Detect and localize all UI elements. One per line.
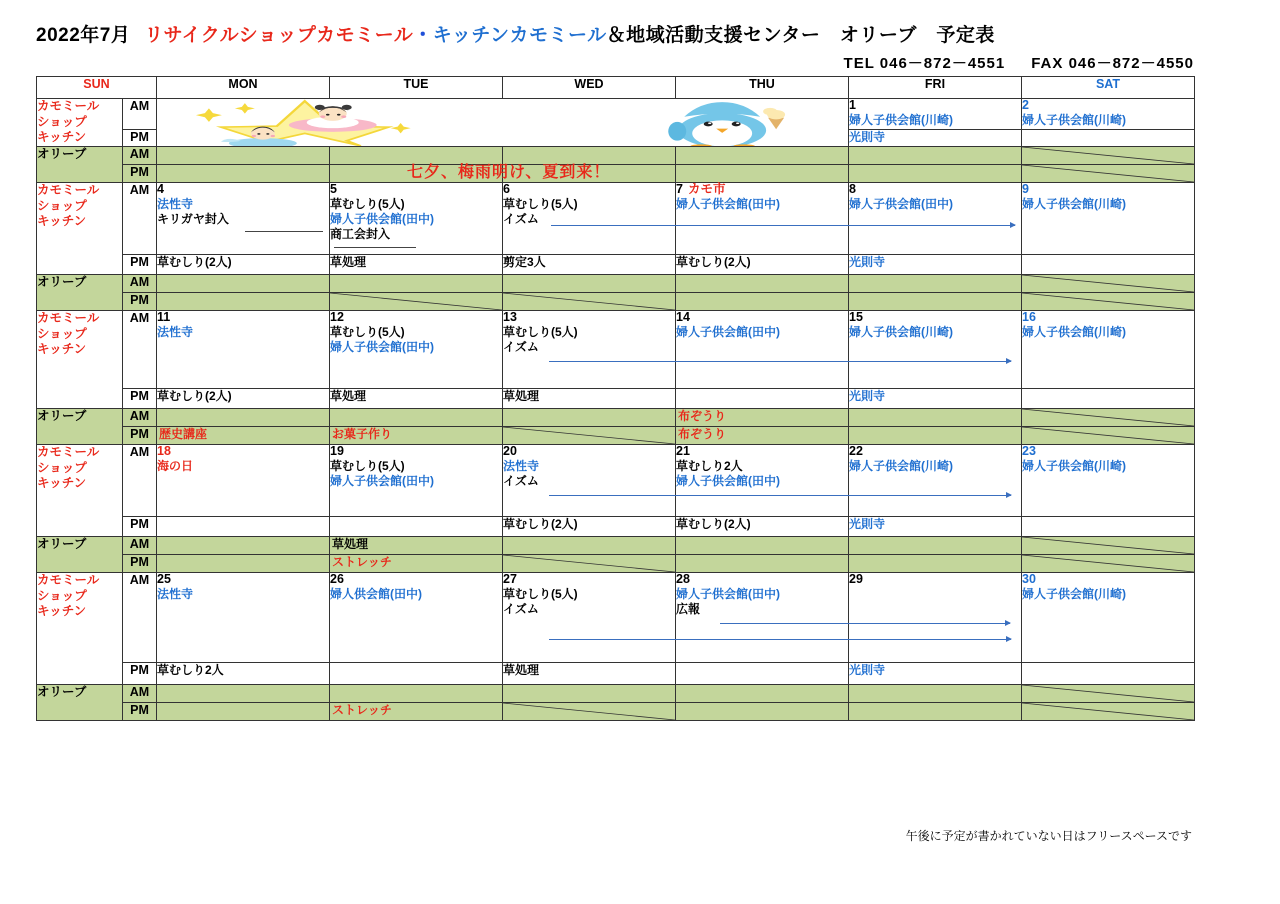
olive-cell: [330, 536, 503, 554]
day-cell-26-pm: [330, 662, 503, 684]
entry: 法性寺: [503, 458, 540, 473]
olive-cell: [849, 426, 1022, 444]
week3-am-row: [37, 310, 1195, 388]
day-cell-21-pm: [676, 516, 849, 536]
entry: 草処理: [503, 388, 540, 403]
day-cell-11-am: [157, 310, 330, 388]
day-cell-2-pm: [1022, 130, 1195, 147]
entry: 草むしり(2人): [503, 516, 578, 531]
day-number-29: 29: [849, 571, 863, 586]
day-cell-28-am: [676, 572, 849, 662]
tel-number: 046－872－4551: [879, 55, 1006, 72]
fax-label: FAX: [1031, 55, 1064, 72]
olive-cell: [503, 408, 676, 426]
row-label-olive-2: オリーブ: [37, 274, 123, 310]
entry: 光則寺: [849, 388, 886, 403]
olive-cell: [676, 702, 849, 720]
day-cell-15-pm: [849, 388, 1022, 408]
olive-entry: ストレッチ: [332, 554, 392, 569]
row-ampm-am-olive-2: AM: [123, 274, 157, 292]
olive-cell-blocked: [1022, 274, 1195, 292]
olive-cell: [330, 684, 503, 702]
row-ampm-am-3: AM: [123, 310, 157, 388]
entry: 草むしり(5人): [330, 324, 405, 339]
row-ampm-am-olive-4: AM: [123, 536, 157, 554]
day-number-28: 28: [676, 571, 690, 586]
olive-cell: [676, 684, 849, 702]
olive-entry: 布ぞうり: [678, 426, 727, 441]
row-label-olive-5: オリーブ: [37, 684, 123, 720]
olive-entry: 歴史講座: [159, 426, 208, 441]
entry: 草むしり2人: [676, 458, 743, 473]
entry: 婦人子供会館(川崎): [1022, 196, 1126, 211]
entry: 婦人子供会館(田中): [330, 473, 434, 488]
day-number-27: 27: [503, 571, 517, 586]
olive-cell-blocked: [503, 554, 676, 572]
day-number-13: 13: [503, 309, 517, 324]
day-cell-15-am: [849, 310, 1022, 388]
col-header-fri: FRI: [849, 77, 1022, 99]
calendar-table: [36, 76, 1195, 721]
olive-cell: [330, 408, 503, 426]
entry: 婦人子供会館(田中): [676, 473, 780, 488]
olive-cell-blocked: [503, 702, 676, 720]
contact-info: [844, 52, 1194, 73]
day-cell-7-am: [676, 182, 849, 254]
week2-am-row: [37, 182, 1195, 254]
entry: 法性寺: [157, 196, 194, 211]
row-ampm-am-1: AM: [123, 99, 157, 130]
day-cell-11-pm: [157, 388, 330, 408]
day-number-4: 4: [157, 181, 164, 196]
entry: イズム: [503, 211, 539, 226]
entry: 婦人子供会館(田中): [676, 196, 780, 211]
row-ampm-am-olive-3: AM: [123, 408, 157, 426]
olive-cell: [157, 292, 330, 310]
row-label-olive-4: オリーブ: [37, 536, 123, 572]
row-ampm-am-5: AM: [123, 572, 157, 662]
entry: イズム: [503, 473, 539, 488]
col-header-thu: THU: [676, 77, 849, 99]
olive-cell: [330, 274, 503, 292]
banner-cell: [157, 99, 849, 181]
day-cell-20-pm: [503, 516, 676, 536]
entry: 草むしり(5人): [503, 586, 578, 601]
entry: 法性寺: [157, 586, 194, 601]
day-cell-19-am: [330, 444, 503, 516]
day-number-12: 12: [330, 309, 344, 324]
day-cell-14-pm: [676, 388, 849, 408]
week5-olive-pm: [37, 702, 1195, 720]
title-suffix: 予定表: [916, 25, 995, 46]
olive-cell: [676, 426, 849, 444]
day-number-5: 5: [330, 181, 337, 196]
olive-cell: [849, 554, 1022, 572]
olive-cell-blocked: [1022, 164, 1195, 182]
entry: キリガヤ封入: [157, 211, 229, 226]
entry: 草処理: [330, 388, 367, 403]
day-cell-18-pm: [157, 516, 330, 536]
day-cell-18-am: [157, 444, 330, 516]
olive-cell: [157, 684, 330, 702]
day-number-22: 22: [849, 443, 863, 458]
col-header-wed: WED: [503, 77, 676, 99]
day-number-8: 8: [849, 181, 856, 196]
day-number-2: 2: [1022, 98, 1029, 112]
week4-pm-row: [37, 516, 1195, 536]
day-number-1: 1: [849, 98, 856, 112]
day-number-11: 11: [157, 309, 171, 324]
day-cell-13-am: [503, 310, 676, 388]
day-number-23: 23: [1022, 443, 1036, 458]
day-cell-2-am: [1022, 99, 1195, 130]
olive-cell: [503, 684, 676, 702]
day-number-7: 7 カモ市: [676, 181, 726, 196]
title-kitchen: キッチンカモミール: [432, 25, 607, 46]
entry: 商工会封入: [330, 226, 391, 241]
day-number-9: 9: [1022, 181, 1029, 196]
row-ampm-pm-3: PM: [123, 388, 157, 408]
olive-cell: [676, 408, 849, 426]
olive-entry: ストレッチ: [332, 702, 392, 717]
day-number-16: 16: [1022, 309, 1036, 324]
entry: イズム: [503, 339, 539, 354]
entry: 草むしり(2人): [676, 254, 751, 269]
week1-olive-am: [37, 146, 1195, 164]
week5-pm-row: [37, 662, 1195, 684]
entry: 海の日: [157, 458, 194, 473]
entry: 法性寺: [157, 324, 194, 339]
title-month: 2022年7月: [36, 25, 131, 46]
week1-am-row: [37, 99, 1195, 130]
olive-cell: [849, 292, 1022, 310]
row-ampm-pm-2: PM: [123, 254, 157, 274]
col-header-mon: MON: [157, 77, 330, 99]
tel-label: TEL: [843, 55, 875, 72]
week4-olive-pm: [37, 554, 1195, 572]
day-cell-26-am: [330, 572, 503, 662]
entry: 婦人子供会館(川崎): [1022, 586, 1126, 601]
day-cell-21-am: [676, 444, 849, 516]
olive-cell-blocked: [1022, 426, 1195, 444]
day-number-25: 25: [157, 571, 171, 586]
week1-olive-pm: [37, 164, 1195, 182]
day-number-19: 19: [330, 443, 344, 458]
day-cell-4-am: [157, 182, 330, 254]
olive-cell: [849, 408, 1022, 426]
day-cell-22-pm: [849, 516, 1022, 536]
day-cell-27-am: [503, 572, 676, 662]
entry: 婦人子供会館(田中): [330, 339, 434, 354]
entry: 草むしり(5人): [330, 458, 405, 473]
row-ampm-pm-1: PM: [123, 130, 157, 147]
week2-olive-pm: [37, 292, 1195, 310]
day-cell-5-am: [330, 182, 503, 254]
day-cell-4-pm: [157, 254, 330, 274]
day-cell-6-am: [503, 182, 676, 254]
entry: 草むしり(2人): [157, 254, 232, 269]
day-cell-22-am: [849, 444, 1022, 516]
olive-cell: [849, 702, 1022, 720]
day-cell-30-pm: [1022, 662, 1195, 684]
entry: 婦人子供会館(田中): [676, 324, 780, 339]
row-ampm-am-2: AM: [123, 182, 157, 254]
day-cell-28-pm: [676, 662, 849, 684]
olive-cell-blocked: [330, 292, 503, 310]
day-cell-16-am: [1022, 310, 1195, 388]
day-number-15: 15: [849, 309, 863, 324]
page-title: [36, 20, 995, 47]
olive-cell-blocked: [1022, 536, 1195, 554]
entry: 光則寺: [849, 662, 886, 677]
row-ampm-pm-olive-2: PM: [123, 292, 157, 310]
olive-cell-blocked: [1022, 554, 1195, 572]
entry: 婦人子供会館(川崎): [849, 324, 953, 339]
week2-pm-row: [37, 254, 1195, 274]
row-ampm-am-olive-5: AM: [123, 684, 157, 702]
week5-olive-am: [37, 684, 1195, 702]
row-ampm-pm-olive-1: PM: [123, 164, 157, 182]
day-cell-9-am: [1022, 182, 1195, 254]
olive-entry: 布ぞうり: [678, 408, 727, 423]
day-cell-9-pm: [1022, 254, 1195, 274]
olive-cell: [330, 554, 503, 572]
olive-cell: [503, 274, 676, 292]
day-cell-5-pm: [330, 254, 503, 274]
entry: 光則寺: [849, 130, 886, 145]
olive-cell: [676, 292, 849, 310]
day-cell-14-am: [676, 310, 849, 388]
entry: 草むしり(5人): [503, 324, 578, 339]
week3-pm-row: [37, 388, 1195, 408]
entry: 光則寺: [849, 516, 886, 531]
row-label-shop-1: カモミール ショップ キッチン: [37, 99, 123, 147]
col-header-sun: SUN: [37, 77, 157, 99]
day-number-26: 26: [330, 571, 344, 586]
day-cell-23-am: [1022, 444, 1195, 516]
day-cell-30-am: [1022, 572, 1195, 662]
entry: 婦人子供会館(川崎): [849, 112, 953, 127]
table-header-row: [37, 77, 1195, 99]
day-cell-25-pm: [157, 662, 330, 684]
week5-am-row: [37, 572, 1195, 662]
olive-cell: [849, 536, 1022, 554]
row-ampm-am-olive-1: AM: [123, 146, 157, 164]
entry: 光則寺: [849, 254, 886, 269]
entry: 婦人子供会館(川崎): [849, 458, 953, 473]
title-separator: ・: [413, 25, 433, 46]
entry: 婦人子供会館(川崎): [1022, 324, 1126, 339]
day-cell-12-am: [330, 310, 503, 388]
day-cell-7-pm: [676, 254, 849, 274]
week4-olive-am: [37, 536, 1195, 554]
footnote: 午後に予定が書かれていない日はフリースペースです: [905, 829, 1192, 843]
day-number-18: 18: [157, 443, 171, 458]
olive-cell: [676, 536, 849, 554]
olive-cell: [330, 702, 503, 720]
day-event-label: カモ市: [687, 181, 726, 196]
day-cell-12-pm: [330, 388, 503, 408]
olive-cell: [157, 536, 330, 554]
olive-cell: [157, 426, 330, 444]
title-shop: リサイクルショップカモミール: [144, 25, 414, 46]
day-cell-27-pm: [503, 662, 676, 684]
olive-cell-blocked: [1022, 292, 1195, 310]
entry: 婦人供会館(田中): [330, 586, 422, 601]
row-label-olive-3: オリーブ: [37, 408, 123, 444]
col-header-tue: TUE: [330, 77, 503, 99]
olive-cell: [157, 702, 330, 720]
day-cell-20-am: [503, 444, 676, 516]
entry: 草むしり(5人): [503, 196, 578, 211]
day-cell-19-pm: [330, 516, 503, 536]
olive-cell: [157, 164, 330, 182]
olive-cell: [849, 274, 1022, 292]
row-ampm-pm-olive-3: PM: [123, 426, 157, 444]
olive-cell: [503, 536, 676, 554]
day-number-20: 20: [503, 443, 517, 458]
olive-cell: [676, 554, 849, 572]
olive-cell: [330, 426, 503, 444]
entry: 草むしり2人: [157, 662, 224, 677]
row-ampm-am-4: AM: [123, 444, 157, 516]
day-cell-1-am: [849, 99, 1022, 130]
day-cell-13-pm: [503, 388, 676, 408]
entry: 婦人子供会館(川崎): [1022, 458, 1126, 473]
entry: 草むしり(2人): [676, 516, 751, 531]
entry: 草処理: [330, 254, 367, 269]
entry: 婦人子供会館(田中): [849, 196, 953, 211]
day-number-14: 14: [676, 309, 690, 324]
olive-cell: [849, 146, 1022, 164]
day-cell-29-pm: [849, 662, 1022, 684]
olive-cell: [157, 274, 330, 292]
day-number-30: 30: [1022, 571, 1036, 586]
week3-olive-am: [37, 408, 1195, 426]
row-label-shop-2: カモミール ショップ キッチン: [37, 182, 123, 274]
day-cell-29-am: [849, 572, 1022, 662]
day-cell-25-am: [157, 572, 330, 662]
row-ampm-pm-4: PM: [123, 516, 157, 536]
olive-cell-blocked: [503, 426, 676, 444]
row-label-shop-3: カモミール ショップ キッチン: [37, 310, 123, 408]
row-label-shop-4: カモミール ショップ キッチン: [37, 444, 123, 536]
olive-cell: [157, 554, 330, 572]
day-number-6: 6: [503, 181, 510, 196]
title-center: ＆地域活動支援センター オリーブ: [606, 25, 917, 46]
entry-underline: [334, 247, 416, 248]
olive-cell: [676, 274, 849, 292]
row-ampm-pm-olive-4: PM: [123, 554, 157, 572]
day-cell-8-am: [849, 182, 1022, 254]
olive-cell-blocked: [1022, 146, 1195, 164]
olive-cell: [157, 146, 330, 164]
olive-cell-blocked: [1022, 684, 1195, 702]
col-header-sat: SAT: [1022, 77, 1195, 99]
entry: 草処理: [503, 662, 540, 677]
olive-cell: [157, 408, 330, 426]
entry: 婦人子供会館(川崎): [1022, 112, 1126, 127]
banner-message: 七夕、梅雨明け、夏到来！: [407, 164, 611, 181]
olive-cell: [849, 164, 1022, 182]
olive-entry: お菓子作り: [332, 426, 393, 441]
olive-cell-blocked: [1022, 702, 1195, 720]
day-number-21: 21: [676, 443, 690, 458]
row-label-shop-5: カモミール ショップ キッチン: [37, 572, 123, 684]
entry: イズム: [503, 601, 539, 616]
row-ampm-pm-5: PM: [123, 662, 157, 684]
olive-cell-blocked: [503, 292, 676, 310]
week3-olive-pm: [37, 426, 1195, 444]
entry: 広報: [676, 601, 701, 616]
decorative-artwork: [157, 99, 848, 146]
entry: 草むしり(2人): [157, 388, 232, 403]
day-cell-8-pm: [849, 254, 1022, 274]
olive-cell: [676, 146, 849, 164]
olive-cell: [676, 164, 849, 182]
olive-cell: [849, 684, 1022, 702]
olive-entry: 草処理: [332, 536, 369, 551]
week2-olive-am: [37, 274, 1195, 292]
entry-underline: [245, 231, 323, 232]
entry: 婦人子供会館(田中): [676, 586, 780, 601]
row-label-olive-1: オリーブ: [37, 146, 123, 182]
day-cell-16-pm: [1022, 388, 1195, 408]
day-cell-1-pm: [849, 130, 1022, 147]
entry: 婦人子供会館(田中): [330, 211, 434, 226]
row-ampm-pm-olive-5: PM: [123, 702, 157, 720]
day-cell-6-pm: [503, 254, 676, 274]
entry: 剪定3人: [503, 254, 546, 269]
entry: 草むしり(5人): [330, 196, 405, 211]
week4-am-row: [37, 444, 1195, 516]
fax-number: 046－872－4550: [1068, 55, 1194, 72]
olive-cell-blocked: [1022, 408, 1195, 426]
day-cell-23-pm: [1022, 516, 1195, 536]
